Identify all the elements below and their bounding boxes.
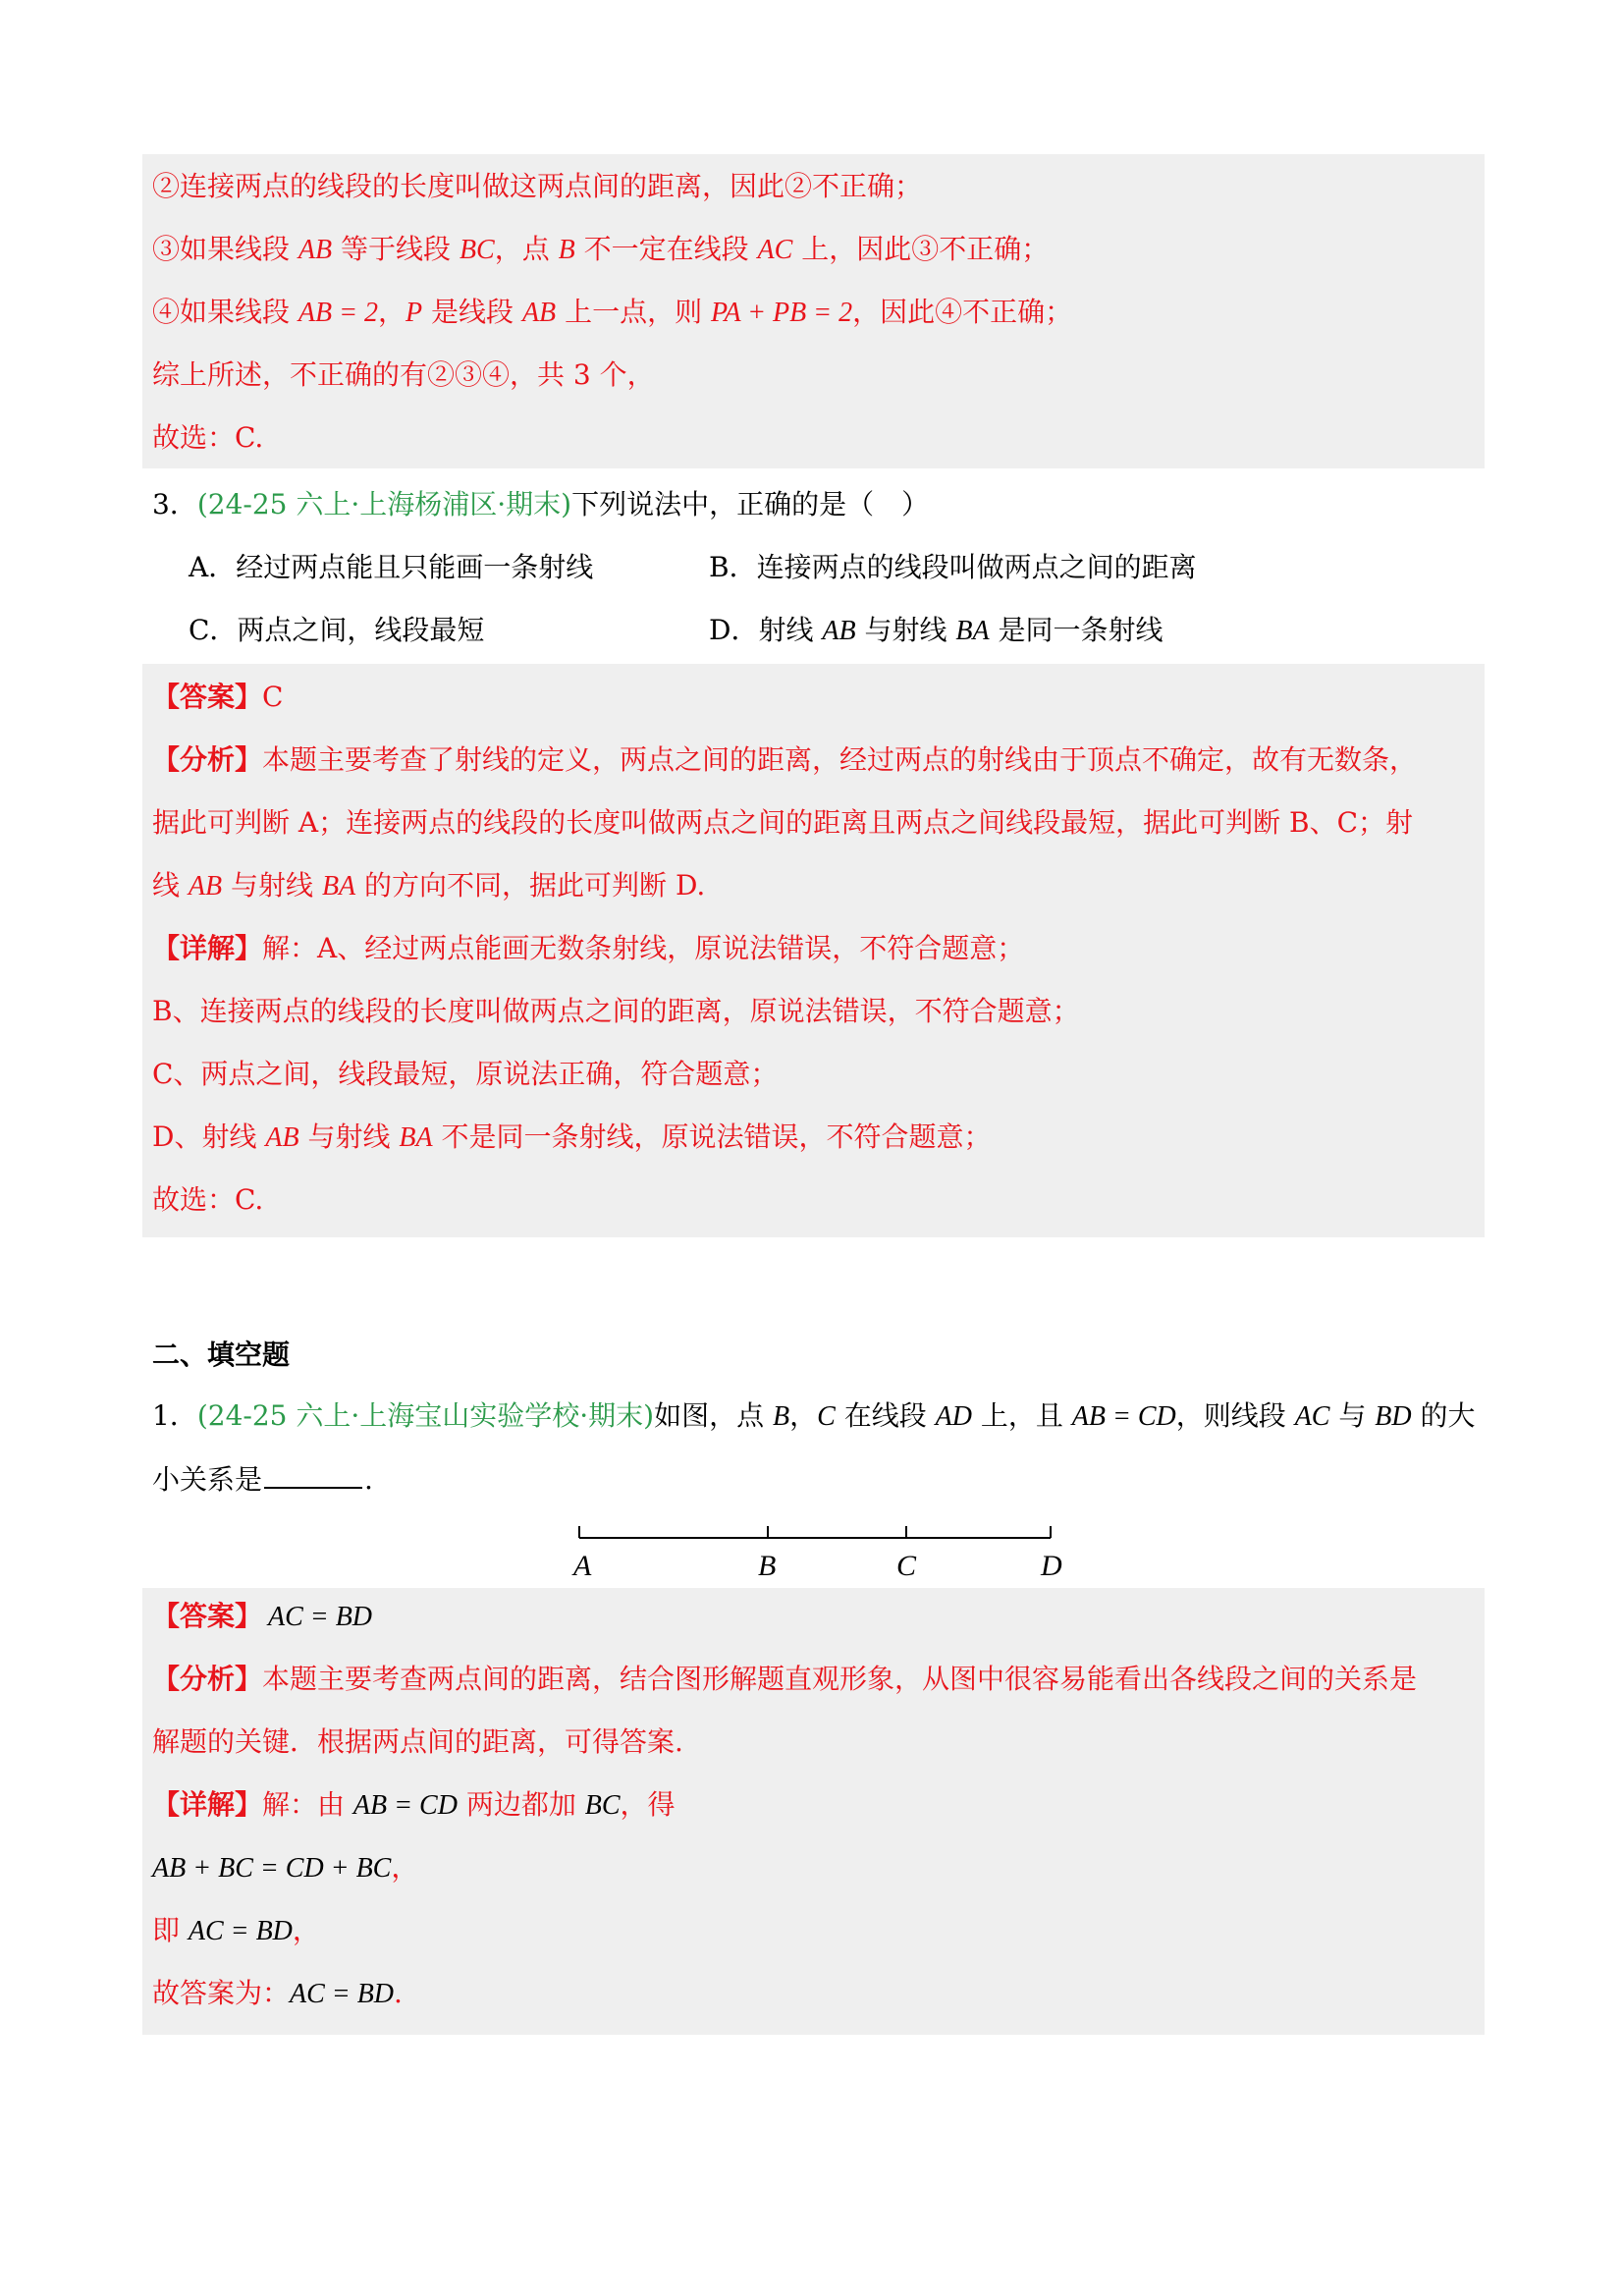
q3-detail-3: C、两点之间，线段最短，原说法正确，符合题意； <box>152 1058 779 1090</box>
prev-solution-line-2: ③如果线段 AB 等于线段 BC，点 B 不一定在线段 AC 上，因此③不正确； <box>152 233 1050 265</box>
fill-q1-detail-2: AB + BC = CD + BC， <box>152 1851 419 1884</box>
label-c: C <box>896 1550 917 1582</box>
q3-detail-1: 【详解】解：A、经过两点能画无数条射线，原说法错误，不符合题意； <box>152 932 1025 964</box>
segment-figure <box>560 1516 1070 1585</box>
prev-solution-line-3: ④如果线段 AB = 2，P 是线段 AB 上一点，则 PA + PB = 2，因此④不正确； <box>152 296 1073 328</box>
prev-solution-line-1: ②连接两点的线段的长度叫做这两点间的距离，因此②不正确； <box>152 170 923 202</box>
answer-blank <box>264 1461 362 1489</box>
fill-q1-detail-4: 故答案为：AC = BD. <box>152 1977 403 2009</box>
fill-q1-analysis-2: 解题的关键．根据两点间的距离，可得答案. <box>152 1725 683 1758</box>
label-d: D <box>1041 1550 1062 1582</box>
prev-solution-line-4: 综上所述，不正确的有②③④，共 3 个， <box>152 358 655 391</box>
q3-analysis-3: 线 AB 与射线 BA 的方向不同，据此可判断 D. <box>152 869 706 902</box>
q3-analysis-2: 据此可判断 A；连接两点的线段的长度叫做两点之间的距离且两点之间线段最短，据此可判断 B、C；射 <box>152 806 1414 839</box>
label-a: A <box>573 1550 592 1582</box>
q3-detail-2: B、连接两点的线段的长度叫做两点之间的距离，原说法错误，不符合题意； <box>152 995 1080 1027</box>
fill-q1-detail-1: 【详解】解：由 AB = CD 两边都加 BC，得 <box>152 1788 676 1821</box>
q3-detail-4: D、射线 AB 与射线 BA 不是同一条射线，原说法错误，不符合题意； <box>152 1121 992 1153</box>
fill-q1-answer: 【答案】 AC = BD <box>152 1600 373 1632</box>
fill-q1-detail-3: 即 AC = BD， <box>152 1914 320 1946</box>
prev-solution-line-5: 故选：C. <box>152 421 264 454</box>
section-heading: 二、填空题 <box>152 1339 291 1371</box>
fill-q1-analysis-1: 【分析】本题主要考查两点间的距离，结合图形解题直观形象，从图中很容易能看出各线段之间的关系是 <box>152 1663 1418 1695</box>
q3-detail-5: 故选：C. <box>152 1183 264 1216</box>
q3-answer: 【答案】C <box>152 681 284 713</box>
fill-q1-stem-1: 1．(24-25 六上·上海宝山实验学校·期末)如图，点 B，C 在线段 AD 上，且 AB = CD，则线段 AC 与 BD 的大 <box>152 1399 1476 1432</box>
q3-option-c: C．两点之间，线段最短 <box>189 614 485 646</box>
label-b: B <box>758 1550 777 1582</box>
q3-analysis-1: 【分析】本题主要考查了射线的定义，两点之间的距离，经过两点的射线由于顶点不确定，故有无数条， <box>152 743 1418 776</box>
q3-option-d: D．射线 AB 与射线 BA 是同一条射线 <box>709 614 1163 646</box>
q3-stem: 3．(24-25 六上·上海杨浦区·期末)下列说法中，正确的是（ ） <box>152 488 930 520</box>
q3-option-a: A．经过两点能且只能画一条射线 <box>189 551 594 583</box>
fill-q1-stem-2: 小关系是 . <box>152 1463 373 1496</box>
q3-option-b: B．连接两点的线段叫做两点之间的距离 <box>709 551 1197 583</box>
